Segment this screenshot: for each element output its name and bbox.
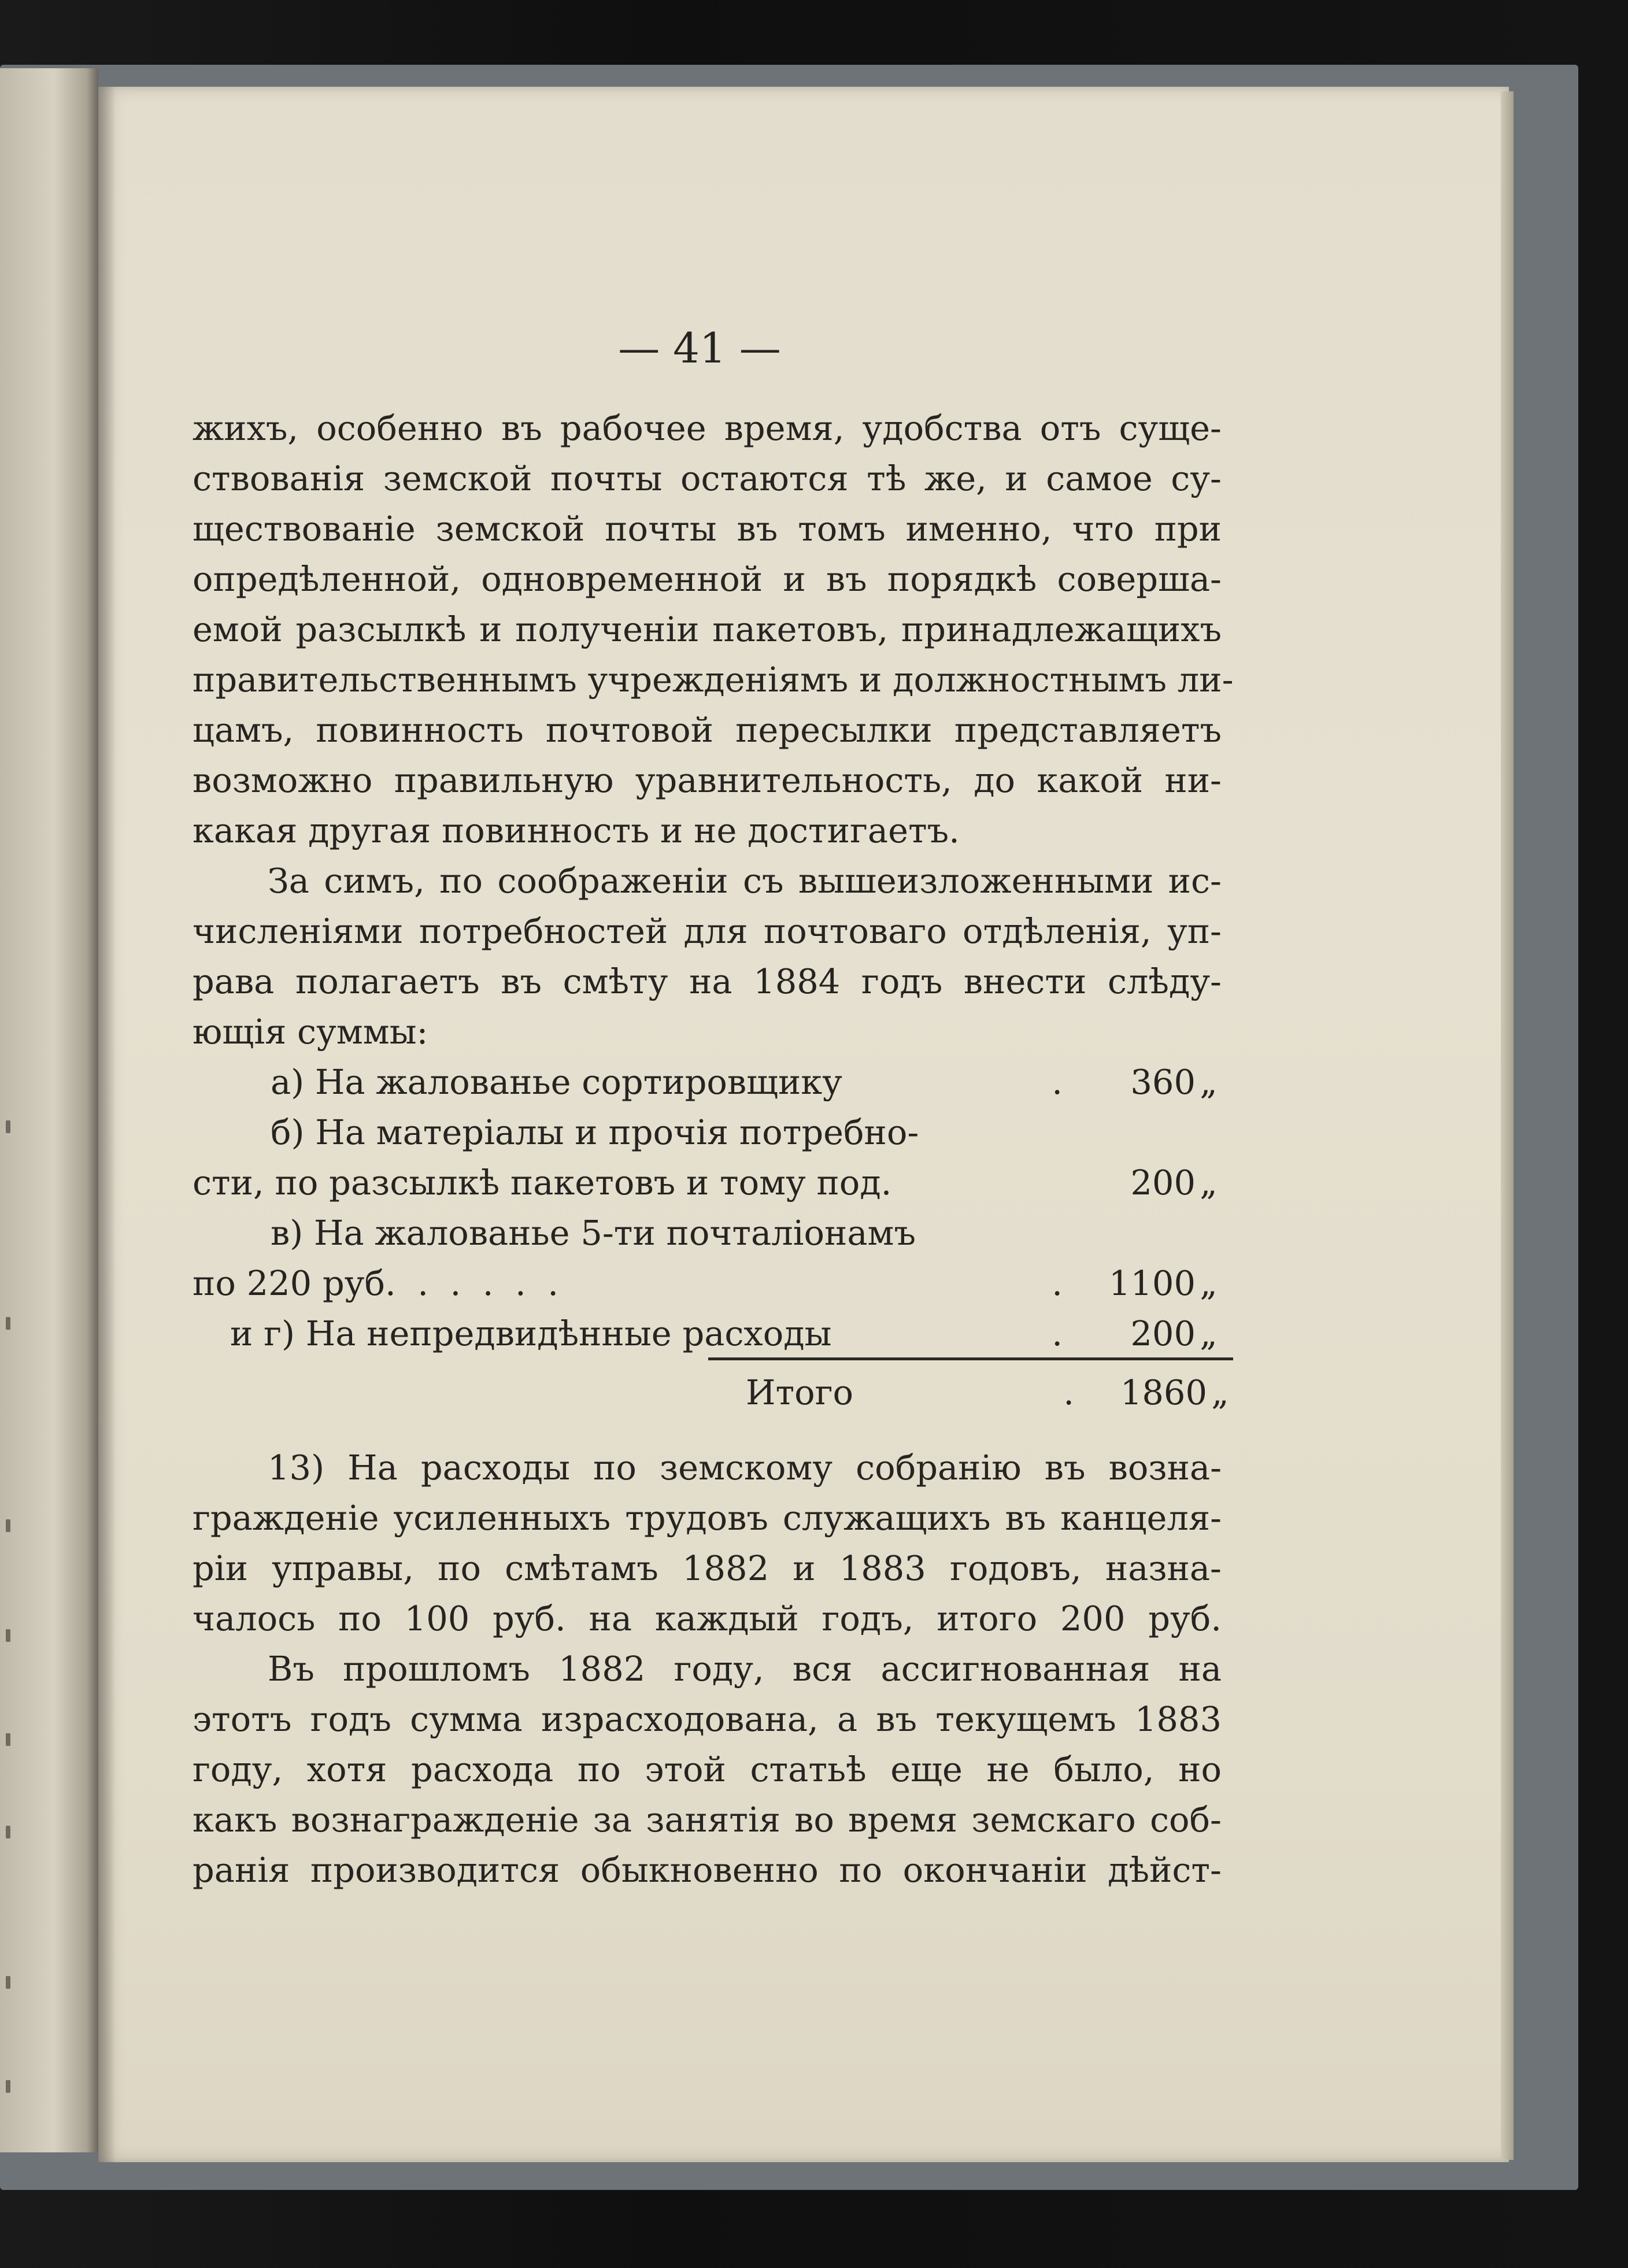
text-line: этотъ годъ сумма израсходована, а въ текущемъ 1883	[193, 1699, 1222, 1739]
text-line: чалось по 100 руб. на каждый годъ, итого 200 руб.	[193, 1599, 1222, 1638]
text-line: 13) На расходы по земскому собранію въ возна-	[268, 1448, 1222, 1488]
text-line: какая другая повинность и не достигаетъ.	[193, 811, 960, 850]
budget-item: сти, по разсылкѣ пакетовъ и тому под. 200 „	[193, 1163, 1218, 1203]
paragraph-2	[193, 856, 1222, 1057]
budget-item: и г) На непредвидѣнные расходы . 200 „	[230, 1314, 1218, 1353]
text-line: опредѣленной, одновременной и въ порядкѣ соверша-	[193, 559, 1222, 599]
text-line: возможно правильную уравнительность, до какой ни-	[193, 760, 1222, 800]
sum-rule	[708, 1357, 1233, 1360]
budget-item: а) На жалованье сортировщику . 360 „	[271, 1062, 1218, 1102]
text-line: ранія производится обыкновенно по окончаніи дѣйст-	[193, 1850, 1222, 1890]
left-page-mark	[6, 1317, 10, 1330]
paragraph-4	[193, 1644, 1222, 1895]
text-line: жихъ, особенно въ рабочее время, удобства отъ суще-	[193, 408, 1222, 448]
budget-item: в) На жалованье 5-ти почталіонамъ	[271, 1213, 916, 1253]
left-page-mark	[6, 2080, 10, 2093]
text-line: ріи управы, по смѣтамъ 1882 и 1883 годовъ, назна-	[193, 1548, 1222, 1588]
paragraph-3	[193, 1442, 1222, 1644]
text-line: За симъ, по соображеніи съ вышеизложенными ис-	[268, 861, 1222, 901]
page-edge	[1501, 91, 1514, 2160]
text-line: емой разсылкѣ и полученіи пакетовъ, принадлежащихъ	[193, 609, 1222, 649]
text-block	[193, 403, 1234, 1359]
text-line: ющія суммы:	[193, 1012, 428, 1052]
text-line: ствованія земской почты остаются тѣ же, и самое су-	[193, 458, 1222, 498]
text-line: рава полагаетъ въ смѣту на 1884 годъ внести слѣду-	[193, 961, 1222, 1001]
adjacent-left-page	[0, 68, 98, 2152]
page-number: — 41 —	[618, 324, 781, 372]
page-gutter-shadow	[98, 87, 116, 2162]
text-line: какъ вознагражденіе за занятія во время земскаго соб-	[193, 1800, 1222, 1840]
left-page-mark	[6, 1826, 10, 1838]
text-line: гражденіе усиленныхъ трудовъ служащихъ въ канцеля-	[193, 1498, 1222, 1538]
text-block-lower	[193, 1442, 1222, 1895]
total-row: Итого . 1860 „	[746, 1367, 1233, 1418]
text-line: ществованіе земской почты въ томъ именно, что при	[193, 509, 1222, 549]
left-page-mark	[6, 1120, 10, 1133]
text-line: цамъ, повинность почтовой пересылки представляетъ	[193, 710, 1222, 750]
left-page-mark	[6, 1733, 10, 1746]
left-page-mark	[6, 1976, 10, 1989]
left-page-mark	[6, 1629, 10, 1642]
budget-item: по 220 руб. . . . . . . 1100 „	[193, 1263, 1218, 1303]
left-page-mark	[6, 1519, 10, 1532]
budget-item: б) На матеріалы и прочія потребно-	[271, 1112, 919, 1152]
text-line: Въ прошломъ 1882 году, вся ассигнованная на	[268, 1649, 1222, 1689]
total-label: Итого	[746, 1372, 854, 1412]
budget-items	[193, 1057, 1222, 1359]
text-line: правительственнымъ учрежденіямъ и должностнымъ ли-	[193, 660, 1234, 700]
text-line: численіями потребностей для почтоваго отдѣленія, уп-	[193, 911, 1222, 951]
text-line: году, хотя расхода по этой статьѣ еще не было, но	[193, 1749, 1222, 1789]
total-amount: 1860	[1120, 1372, 1207, 1412]
paragraph-1	[193, 403, 1234, 856]
